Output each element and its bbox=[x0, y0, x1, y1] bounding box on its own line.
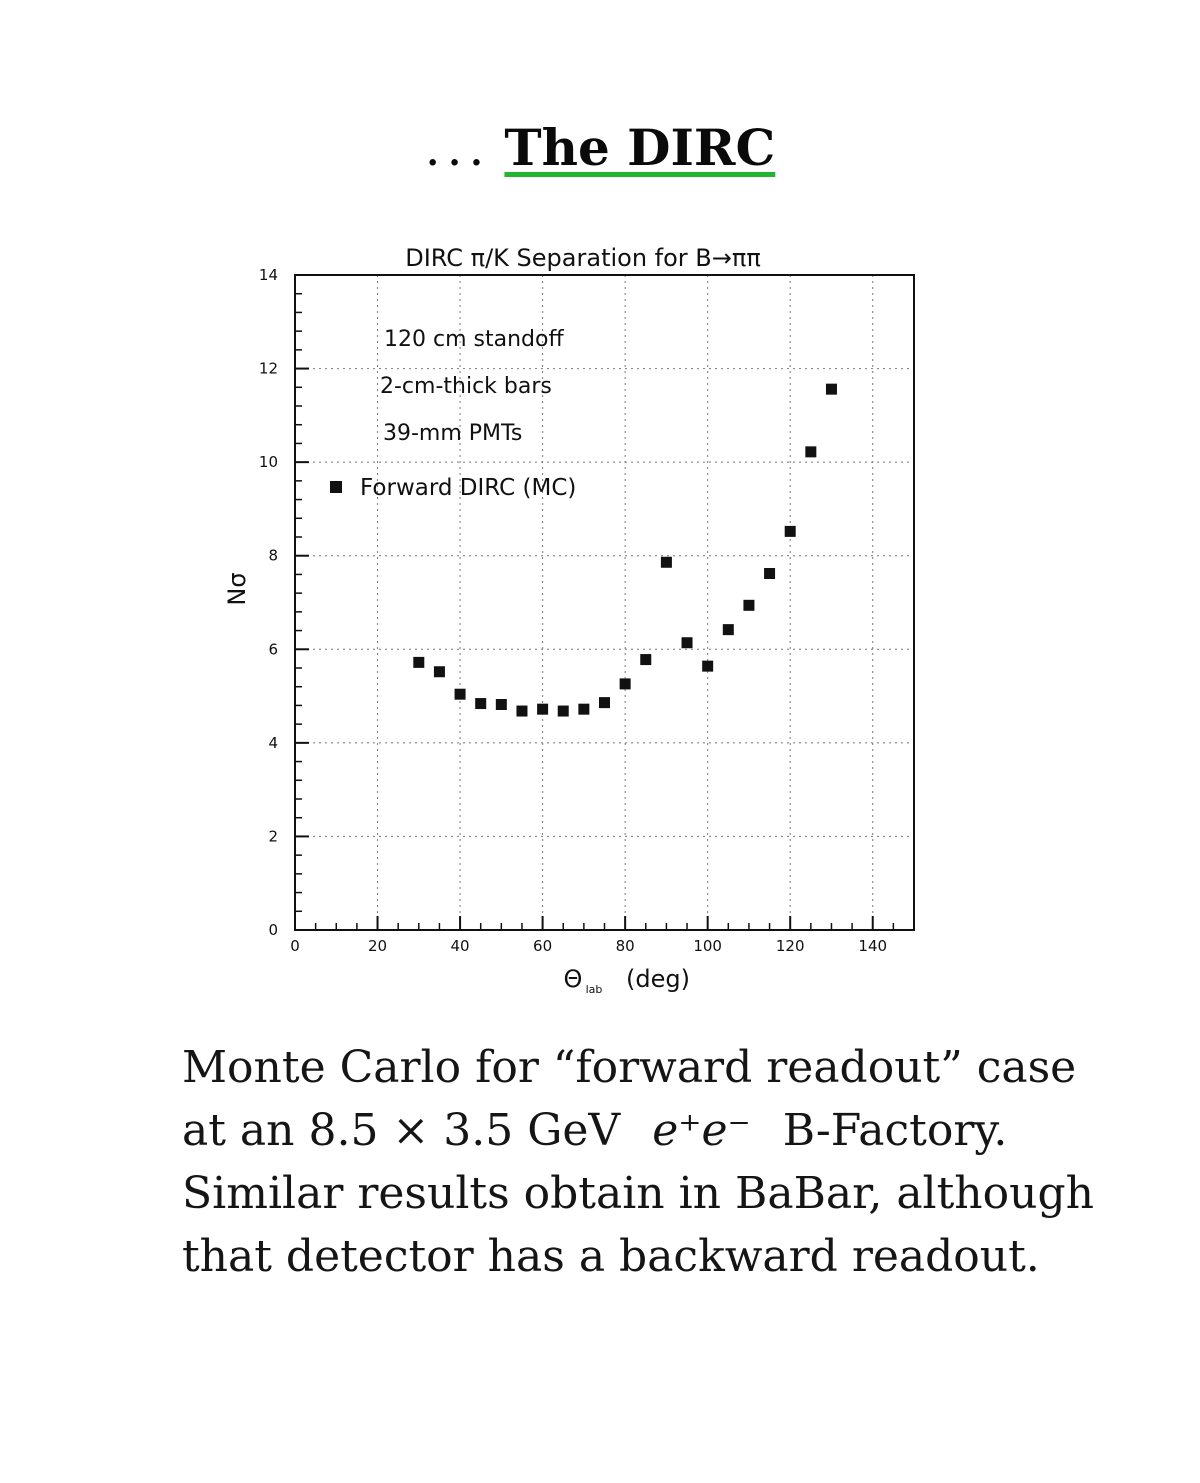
data-point-55 bbox=[516, 706, 527, 717]
caption bbox=[182, 1036, 1094, 1288]
data-point-125 bbox=[805, 446, 816, 457]
y-tick-labels bbox=[259, 266, 278, 939]
chart-title: DIRC π/K Separation for B→ππ bbox=[405, 244, 761, 272]
data-point-90 bbox=[661, 557, 672, 568]
y-tick-label-6: 6 bbox=[268, 640, 278, 659]
data-point-105 bbox=[723, 624, 734, 635]
data-point-70 bbox=[578, 704, 589, 715]
x-tick-label-120: 120 bbox=[775, 937, 805, 955]
data-point-110 bbox=[743, 600, 754, 611]
x-tick-label-140: 140 bbox=[858, 937, 888, 955]
x-axis-label bbox=[564, 965, 690, 996]
annotation-pmts: 39-mm PMTs bbox=[383, 421, 523, 446]
caption-line-2-end: B-Factory. bbox=[782, 1105, 1008, 1156]
caption-line-4: that detector has a backward readout. bbox=[182, 1231, 1040, 1282]
caption-line-3: Similar results obtain in BaBar, although bbox=[182, 1168, 1094, 1219]
y-tick-label-14: 14 bbox=[258, 266, 278, 284]
data-point-45 bbox=[475, 698, 486, 709]
y-tick-label-2: 2 bbox=[268, 827, 278, 846]
x-tick-label-20: 20 bbox=[367, 937, 388, 955]
data-point-100 bbox=[702, 661, 713, 672]
y-tick-label-8: 8 bbox=[268, 546, 278, 565]
caption-line-2 bbox=[182, 1099, 1082, 1162]
data-point-35 bbox=[434, 666, 445, 677]
data-point-115 bbox=[764, 568, 775, 579]
data-point-130 bbox=[826, 384, 837, 395]
x-tick-label-80: 80 bbox=[615, 937, 635, 955]
x-axis-label-symbol: Θ bbox=[563, 965, 583, 993]
annotation-bars: 2-cm-thick bars bbox=[380, 374, 552, 399]
x-axis-label-subscript: lab bbox=[585, 983, 603, 996]
caption-line-1: Monte Carlo for “forward readout” case bbox=[182, 1042, 1077, 1093]
data-point-65 bbox=[558, 706, 569, 717]
data-point-80 bbox=[620, 678, 631, 689]
data-point-30 bbox=[413, 657, 424, 668]
data-point-85 bbox=[640, 654, 651, 665]
heading-title: The DIRC bbox=[504, 118, 776, 177]
data-point-60 bbox=[537, 704, 548, 715]
x-tick-labels bbox=[290, 937, 887, 955]
caption-line-2-start: at an 8.5 × 3.5 GeV bbox=[182, 1105, 621, 1156]
data-point-120 bbox=[785, 526, 796, 537]
y-axis-label: Nσ bbox=[223, 572, 251, 606]
y-tick-label-12: 12 bbox=[258, 359, 278, 378]
data-point-40 bbox=[455, 689, 466, 700]
x-tick-label-60: 60 bbox=[533, 937, 553, 955]
y-tick-label-4: 4 bbox=[268, 733, 278, 752]
data-point-75 bbox=[599, 697, 610, 708]
legend-marker bbox=[330, 481, 342, 493]
x-tick-label-40: 40 bbox=[450, 937, 470, 955]
x-tick-label-100: 100 bbox=[693, 937, 722, 955]
x-axis-label-unit: (deg) bbox=[626, 965, 690, 993]
heading-prefix: ... bbox=[424, 119, 491, 177]
y-tick-label-0: 0 bbox=[268, 921, 278, 939]
legend-label: Forward DIRC (MC) bbox=[360, 475, 577, 501]
annotation-standoff: 120 cm standoff bbox=[384, 327, 564, 352]
data-point-50 bbox=[496, 699, 507, 710]
caption-math-electron-positron: e⁺e⁻ bbox=[652, 1105, 751, 1156]
data-point-95 bbox=[682, 637, 693, 648]
x-tick-label-0: 0 bbox=[290, 937, 300, 955]
y-tick-label-10: 10 bbox=[258, 453, 278, 472]
